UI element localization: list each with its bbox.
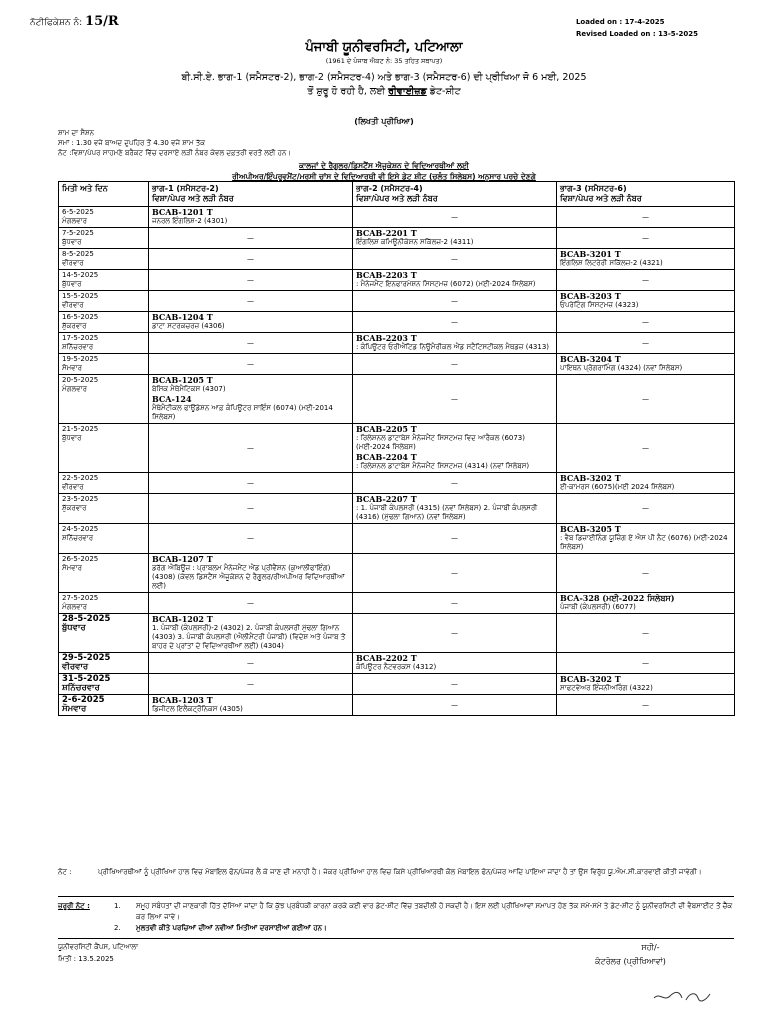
- top-note: ਨੋਟ :ਵਿਸ਼ਾ/ਪੇਪਰ ਸਾਹਮਣੇ ਬਰੈਕਟ ਵਿੱਚ ਦਰਸਾਏ ਲੜੀ ਨੰਬਰ ਕੇਵਲ ਦਫ਼ਤਰੀ ਵਰਤੋਂ ਲਈ ਹਨ।: [58, 149, 292, 157]
- part-1-cell: —: [149, 291, 353, 312]
- paper-entry: [356, 495, 553, 522]
- exam-day: ਸ਼ੁੱਕਰਵਾਰ: [62, 322, 87, 330]
- part-1-cell: [149, 375, 353, 424]
- paper-code: BCA-328 (ਮਈ-2022 ਸਿਲੇਬਸ): [560, 593, 675, 603]
- paper-title: : ਰਿਲੇਸ਼ਨਲ ਡਾਟਾਬੇਸ ਮੈਨੇਜਮੈਂਟ ਸਿਸਟਮਜ਼ ਵਿਦ ਆਰੈਕਲ (6073) (ਮਈ-2024 ਸਿਲੇਬਸ): [356, 434, 525, 451]
- exam-day: ਵੀਰਵਾਰ: [62, 259, 84, 267]
- part-3-cell: —: [557, 375, 735, 424]
- date-day-cell: [59, 473, 149, 494]
- paper-title: ਓਪਰੇਟਿੰਗ ਸਿਸਟਮਜ਼ (4323): [560, 301, 639, 309]
- paper-code: BCA-124: [152, 394, 192, 404]
- university-title: ਪੰਜਾਬੀ ਯੂਨੀਵਰਸਿਟੀ, ਪਟਿਆਲਾ: [305, 40, 463, 55]
- paper-code: BCAB-3202 T: [560, 674, 621, 684]
- paper-title: ਈ-ਕਾਮਰਸ (6075)(ਮਈ 2024 ਸਿਲੇਬਸ): [560, 483, 675, 491]
- paper-code: BCAB-3203 T: [560, 291, 621, 301]
- part-1-cell: —: [149, 249, 353, 270]
- table-row: [59, 228, 735, 249]
- part-3-cell: —: [557, 695, 735, 716]
- loaded-on: Loaded on : 17-4-2025: [575, 18, 665, 26]
- paper-entry: [560, 250, 731, 268]
- paper-title: ਕੰਪਿਊਟਰ ਨੈਟਵਰਕਸ (4312): [356, 663, 437, 671]
- exam-day: ਮੰਗਲਵਾਰ: [62, 217, 87, 225]
- part-2-cell: —: [353, 291, 557, 312]
- part-1-cell: —: [149, 333, 353, 354]
- paper-title: ਡਿਜੀਟਲ ਇਲੈਕਟ੍ਰੌਨਿਕਸ (4305): [152, 705, 243, 713]
- important-note: [58, 896, 734, 939]
- paper-title: ਇੰਗਲਿਸ਼ ਲਿਟਰੇਰੀ ਸਕਿੱਲਜ਼-2 (4321): [560, 259, 663, 267]
- part-1-cell: —: [149, 424, 353, 473]
- date-day-cell: [59, 333, 149, 354]
- table-row: [59, 312, 735, 333]
- header-part-1: ਭਾਗ-1 (ਸਮੈਸਟਰ-2) ਵਿਸ਼ਾ/ਪੇਪਰ ਅਤੇ ਲੜੀ ਨੰਬਰ: [149, 182, 353, 207]
- part-2-cell: —: [353, 554, 557, 593]
- date-day-cell: [59, 524, 149, 554]
- date-day-cell: [59, 312, 149, 333]
- controller-title: ਕੰਟਰੋਲਰ (ਪ੍ਰੀਖਿਆਵਾਂ): [595, 957, 666, 966]
- exam-date: 28-5-2025: [62, 614, 111, 624]
- part-1-cell: —: [149, 228, 353, 249]
- exam-date: 17-5-2025: [62, 334, 99, 342]
- date-day-cell: [59, 354, 149, 375]
- date-day-cell: [59, 375, 149, 424]
- paper-entry: [356, 271, 553, 289]
- header-date-day: ਮਿਤੀ ਅਤੇ ਦਿਨ: [59, 182, 149, 207]
- part-1-cell: —: [149, 653, 353, 674]
- paper-entry: [152, 376, 349, 394]
- part-2-cell: [353, 333, 557, 354]
- part-1-cell: [149, 207, 353, 228]
- exam-date: 27-5-2025: [62, 594, 99, 602]
- part-3-cell: —: [557, 312, 735, 333]
- important-1-number: 1.: [114, 902, 121, 910]
- paper-title: : ਮੈਨੇਜਮੈਂਟ ਇਨਫਾਰਮੇਸ਼ਨ ਸਿਸਟਮਜ਼ (6072) (ਮਈ-2024 ਸਿਲੇਬਸ): [356, 280, 536, 288]
- datesheet-title: [0, 86, 768, 97]
- exam-date: 7-5-2025: [62, 229, 94, 237]
- part-1-cell: [149, 312, 353, 333]
- date-day-cell: [59, 695, 149, 716]
- paper-code: BCAB-2207 T: [356, 494, 417, 504]
- paper-code: BCAB-3201 T: [560, 249, 621, 259]
- revised-loaded-on: Revised Loaded on : 13-5-2025: [575, 30, 698, 38]
- revised-word: ਰੀਵਾਈਜ਼ਡ: [388, 86, 427, 97]
- part-2-cell: —: [353, 695, 557, 716]
- mobile-note: [58, 867, 734, 878]
- date-day-cell: [59, 207, 149, 228]
- part-2-cell: —: [353, 249, 557, 270]
- table-header-row: [59, 182, 735, 207]
- part-3-cell: [557, 473, 735, 494]
- paper-entry: [560, 675, 731, 693]
- exam-day: ਸੋਮਵਾਰ: [62, 364, 82, 372]
- paper-entry: [560, 292, 731, 310]
- part-1-cell: —: [149, 593, 353, 614]
- paper-entry: [356, 654, 553, 672]
- notification-value: 15/R: [85, 14, 119, 29]
- paper-code: BCAB-1201 T: [152, 207, 213, 217]
- paper-code: BCAB-3202 T: [560, 473, 621, 483]
- exam-date: 24-5-2025: [62, 525, 99, 533]
- exam-date: 29-5-2025: [62, 653, 111, 663]
- paper-title: : ਰਿਲੇਸ਼ਨਲ ਡਾਟਾਬੇਸ ਮੈਨੇਜਮੈਂਟ ਸਿਸਟਮਜ਼ (4314) (ਨਵਾਂ ਸਿਲੇਬਸ): [356, 462, 530, 470]
- part-1-cell: —: [149, 354, 353, 375]
- table-row: [59, 375, 735, 424]
- paper-code: BCAB-1207 T: [152, 554, 213, 564]
- exam-date: 16-5-2025: [62, 313, 99, 321]
- table-row: [59, 291, 735, 312]
- part-1-cell: —: [149, 524, 353, 554]
- exam-day: ਸ਼ਨਿੱਚਰਵਾਰ: [62, 683, 100, 693]
- date-day-cell: [59, 674, 149, 695]
- regular-students-note: [0, 160, 768, 182]
- paper-code: BCAB-1205 T: [152, 375, 213, 385]
- handwritten-signature: [652, 988, 712, 1004]
- paper-title: ਪਾਇਥਨ ਪ੍ਰੋਗਰਾਮਿੰਗ (4324) (ਨਵਾਂ ਸਿਲੇਬਸ): [560, 364, 683, 372]
- part-2-cell: [353, 270, 557, 291]
- part-1-cell: —: [149, 473, 353, 494]
- header-part-3: ਭਾਗ-3 (ਸਮੈਸਟਰ-6) ਵਿਸ਼ਾ/ਪੇਪਰ ਅਤੇ ਲੜੀ ਨੰਬਰ: [557, 182, 735, 207]
- paper-code: BCAB-2202 T: [356, 653, 417, 663]
- part-3-cell: —: [557, 270, 735, 291]
- paper-entry: [152, 696, 349, 714]
- part-2-cell: —: [353, 593, 557, 614]
- part-1-cell: [149, 614, 353, 653]
- part-3-cell: —: [557, 228, 735, 249]
- paper-entry: [152, 313, 349, 331]
- table-row: [59, 494, 735, 524]
- exam-day: ਸ਼ਨਿੱਚਰਵਾਰ: [62, 534, 94, 542]
- part-2-cell: [353, 494, 557, 524]
- exam-date: 2-6-2025: [62, 695, 105, 705]
- date-day-cell: [59, 653, 149, 674]
- exam-date: 15-5-2025: [62, 292, 99, 300]
- exam-day: ਸ਼ਨਿੱਚਰਵਾਰ: [62, 343, 94, 351]
- notification-number: [30, 14, 119, 29]
- part-3-cell: [557, 674, 735, 695]
- part-1-cell: —: [149, 494, 353, 524]
- paper-title: 1. ਪੰਜਾਬੀ (ਕੰਪਲਸਰੀ)-2 (4302) 2. ਪੰਜਾਬੀ ਕੰਪਲਸਰੀ ਮੁੱਢਲਾ ਗਿਆਨ (4303) 3. ਪੰਜਾਬੀ ਕੰਪਲਸਰੀ (ਐਲੀਮੈਂਟਰੀ ਪੰਜਾਬੀ) (ਵਿਦੇਸ਼ ਅਤੇ ਪੰਜਾਬ ਤੋਂ ਬਾਹਰ ਦੇ ਪ੍ਰਾਂਤਾਂ ਦੇ ਵਿਦਿਆਰਥੀਆਂ ਲਈ) (4304): [152, 624, 346, 650]
- date-day-cell: [59, 494, 149, 524]
- written-exam-label: (ਲਿਖਤੀ ਪ੍ਰੀਖਿਆ): [354, 117, 414, 126]
- part-3-cell: [557, 354, 735, 375]
- part-1-cell: [149, 695, 353, 716]
- part-1-cell: —: [149, 270, 353, 291]
- paper-title: ਡਰੱਗ ਐਬਿਊਜ਼ : ਪ੍ਰਾਬਲਮ ਮੈਨੇਜਮੈਂਟ ਐਂਡ ਪ੍ਰੀਵੈਂਸ਼ਨ (ਕੁਆਲੀਫਾਇੰਗ) (4308) (ਕੇਵਲ ਡਿਸਟੈਂਸ ਐਜੂਕੇਸ਼ਨ ਦੇ ਰੈਗੂਲਰ/ਰੀਅਪੀਅਰ ਵਿਦਿਆਰਥੀਆਂ ਲਈ): [152, 564, 345, 590]
- establishment-note: (1961 ਦੇ ਪੰਜਾਬ ਐਕਟ ਨੰ: 35 ਤਹਿਤ ਸਥਾਪਤ): [325, 57, 443, 65]
- exam-date: 6-5-2025: [62, 208, 94, 216]
- important-1-text: ਸਮੂਹ ਸਬੰਧਤਾਂ ਦੀ ਜਾਣਕਾਰੀ ਹਿੱਤ ਦੱਸਿਆ ਜਾਂਦਾ ਹੈ ਕਿ ਕੁੱਝ ਪ੍ਰਬੰਧਕੀ ਕਾਰਨਾਂ ਕਰਕੇ ਕਈ ਵਾਰ ਡੇਟ-ਸ਼ੀਟ ਵਿੱਚ ਤਬਦੀਲੀ ਹੋ ਸਕਦੀ ਹੈ। ਇਸ ਲਈ ਪ੍ਰੀਖਿਆਵਾਂ ਸਮਾਪਤ ਹੋਣ ਤੱਕ ਸਮੇਂ-ਸਮੇਂ ਤੇ ਡੇਟ-ਸ਼ੀਟ ਨੂੰ ਯੂਨੀਵਰਸਿਟੀ ਦੀ ਵੈਬਸਾਈਟ ਤੋਂ ਚੈੱਕ ਕਰ ਲਿਆ ਜਾਵੇ।: [136, 902, 733, 921]
- exam-day: ਬੁੱਧਵਾਰ: [62, 623, 86, 633]
- paper-title: ਬੇਸਿਕ ਮੈਥੇਮੈਟਿਕਸ (4307): [152, 385, 226, 393]
- date-day-cell: [59, 228, 149, 249]
- session-time: ਸਮਾਂ : 1.30 ਵਜੇ ਬਾਅਦ ਦੁਪਹਿਰ ਤੋਂ 4.30 ਵਜੇ ਸ਼ਾਮ ਤੱਕ: [58, 139, 206, 147]
- part-2-cell: —: [353, 674, 557, 695]
- paper-code: BCAB-2203 T: [356, 333, 417, 343]
- important-2-number: 2.: [114, 924, 121, 932]
- paper-entry: [560, 474, 731, 492]
- table-row: [59, 695, 735, 716]
- paper-code: BCAB-1204 T: [152, 312, 213, 322]
- regular-line-2: ਰੀਅਪੀਅਰ/ਇੰਪਰੂਵਮੈਂਟ/ਮਰਸੀ ਚਾਂਸ ਦੇ ਵਿਦਿਆਰਥੀ ਵੀ ਇਸੇ ਡੇਟ ਸ਼ੀਟ (ਚਲੰਤ ਸਿਲੇਬਸ) ਅਨੁਸਾਰ ਪਰਚੇ ਦੇਣਗੇ: [232, 172, 536, 181]
- paper-entry: [152, 395, 349, 422]
- part-3-cell: [557, 524, 735, 554]
- session-info: [58, 128, 291, 158]
- important-spacer: [58, 923, 114, 934]
- paper-entry: [560, 525, 731, 552]
- exam-day: ਬੁੱਧਵਾਰ: [62, 238, 82, 246]
- table-row: [59, 270, 735, 291]
- table-row: [59, 614, 735, 653]
- date-day-cell: [59, 593, 149, 614]
- datesheet-title-c: ਡੇਟ-ਸ਼ੀਟ: [426, 86, 461, 97]
- signed-label: ਸਹੀ/-: [641, 943, 660, 952]
- paper-code: BCAB-3205 T: [560, 524, 621, 534]
- part-2-cell: —: [353, 354, 557, 375]
- exam-date: 21-5-2025: [62, 425, 99, 433]
- part-1-cell: —: [149, 674, 353, 695]
- table-row: [59, 424, 735, 473]
- issue-date: ਮਿਤੀ : 13.5.2025: [58, 955, 114, 963]
- paper-code: BCAB-2201 T: [356, 228, 417, 238]
- paper-code: BCAB-3204 T: [560, 354, 621, 364]
- exam-date: 23-5-2025: [62, 495, 99, 503]
- note-label: ਨੋਟ :: [58, 868, 72, 876]
- exam-date: 26-5-2025: [62, 555, 99, 563]
- part-2-cell: —: [353, 524, 557, 554]
- important-2-text: ਮੁਲਤਵੀ ਕੀਤੇ ਪਰਚਿਆਂ ਦੀਆਂ ਨਵੀਆਂ ਮਿਤੀਆਂ ਦਰਸਾਈਆਂ ਗਈਆਂ ਹਨ।: [136, 924, 327, 932]
- exam-date: 22-5-2025: [62, 474, 99, 482]
- paper-title: ਇੰਗਲਿਸ਼ ਕਮਿਊਨੀਕੇਸ਼ਨ ਸਕਿੱਲਜ਼-2 (4311): [356, 238, 474, 246]
- date-day-cell: [59, 270, 149, 291]
- header-part-2: ਭਾਗ-2 (ਸਮੈਸਟਰ-4) ਵਿਸ਼ਾ/ਪੇਪਰ ਅਤੇ ਲੜੀ ਨੰਬਰ: [353, 182, 557, 207]
- datesheet-title-a: ਤੋਂ ਸ਼ੁਰੂ ਹੋ ਰਹੀ ਹੈ, ਲਈ: [307, 86, 389, 97]
- exam-description: ਬੀ.ਸੀ.ਏ. ਭਾਗ-1 (ਸਮੈਸਟਰ-2), ਭਾਗ-2 (ਸਮੈਸਟਰ-4) ਅਤੇ ਭਾਗ-3 (ਸਮੈਸਟਰ-6) ਦੀ ਪ੍ਰੀਖਿਆ ਜੋ 6 ਮਈ, 2025: [181, 72, 587, 83]
- part-2-cell: [353, 424, 557, 473]
- part-1-cell: [149, 554, 353, 593]
- paper-code: BCAB-1203 T: [152, 695, 213, 705]
- load-info: [576, 16, 698, 40]
- paper-entry: [560, 355, 731, 373]
- paper-title: ਜਨਰਲ ਇੰਗਲਿਸ਼-2 (4301): [152, 217, 228, 225]
- office-info: [58, 941, 138, 965]
- datesheet-table: [58, 181, 735, 716]
- important-note-2: [58, 923, 734, 934]
- exam-day: ਮੰਗਲਵਾਰ: [62, 603, 87, 611]
- paper-entry: [356, 425, 553, 452]
- table-row: [59, 554, 735, 593]
- part-3-cell: [557, 593, 735, 614]
- part-2-cell: —: [353, 375, 557, 424]
- paper-code: BCAB-2205 T: [356, 424, 417, 434]
- exam-day: ਵੀਰਵਾਰ: [62, 662, 89, 672]
- part-2-cell: [353, 228, 557, 249]
- paper-code: BCAB-2204 T: [356, 452, 417, 462]
- date-day-cell: [59, 249, 149, 270]
- important-note-1: [58, 901, 734, 923]
- paper-entry: [152, 555, 349, 591]
- table-row: [59, 333, 735, 354]
- part-3-cell: —: [557, 653, 735, 674]
- part-2-cell: —: [353, 207, 557, 228]
- part-2-cell: —: [353, 473, 557, 494]
- paper-title: ਡਾਟਾ ਸਟਰਕਚਰਜ਼ (4306): [152, 322, 225, 330]
- paper-code: BCAB-2203 T: [356, 270, 417, 280]
- table-row: [59, 593, 735, 614]
- session-label: ਸ਼ਾਮ ਦਾ ਸੈਸ਼ਨ: [58, 129, 95, 137]
- date-day-cell: [59, 424, 149, 473]
- exam-date: 14-5-2025: [62, 271, 99, 279]
- signature-block: [595, 941, 666, 969]
- exam-day: ਵੀਰਵਾਰ: [62, 301, 84, 309]
- paper-title: ਪੰਜਾਬੀ (ਕੰਪਲਸਰੀ) (6077): [560, 603, 636, 611]
- exam-day: ਮੰਗਲਵਾਰ: [62, 385, 87, 393]
- note-text: ਪ੍ਰੀਖਿਆਰਥੀਆਂ ਨੂੰ ਪ੍ਰੀਖਿਆ ਹਾਲ ਵਿਚ ਮੋਬਾਇਲ ਫੋਨ/ਪੇਜਰ ਲੈ ਕੇ ਜਾਣ ਦੀ ਮਨਾਹੀ ਹੈ। ਜੇਕਰ ਪ੍ਰੀਖਿਆ ਹਾਲ ਵਿਚ ਕਿਸੇ ਪ੍ਰੀਖਿਆਰਥੀ ਕੋਲ ਮੋਬਾਇਲ ਫੋਨ/ਪੇਜਰ ਆਦਿ ਪਾਇਆ ਜਾਂਦਾ ਹੈ ਤਾਂ ਉਸ ਵਿਰੁੱਧ ਯੂ.ਐਮ.ਸੀ.ਕਾਰਵਾਈ ਕੀਤੀ ਜਾਵੇਗੀ।: [98, 868, 702, 876]
- table-row: [59, 674, 735, 695]
- exam-date: 8-5-2025: [62, 250, 94, 258]
- date-day-cell: [59, 291, 149, 312]
- part-2-cell: —: [353, 614, 557, 653]
- exam-day: ਸ਼ੁੱਕਰਵਾਰ: [62, 504, 87, 512]
- table-row: [59, 473, 735, 494]
- table-row: [59, 207, 735, 228]
- table-row: [59, 354, 735, 375]
- date-day-cell: [59, 554, 149, 593]
- part-3-cell: —: [557, 424, 735, 473]
- exam-day: ਸੋਮਵਾਰ: [62, 704, 87, 714]
- table-row: [59, 653, 735, 674]
- paper-title: : 1. ਪੰਜਾਬੀ ਕੰਪਲਸਰੀ (4315) (ਨਵਾਂ ਸਿਲੇਬਸ) 2. ਪੰਜਾਬੀ ਕੰਪਲਸਰੀ (4316) (ਮੁੱਢਲਾ ਗਿਆਨ) (ਨਵਾਂ ਸਿਲੇਬਸ): [356, 504, 538, 521]
- exam-day: ਵੀਰਵਾਰ: [62, 483, 84, 491]
- paper-entry: [356, 334, 553, 352]
- part-3-cell: —: [557, 554, 735, 593]
- exam-date: 31-5-2025: [62, 674, 111, 684]
- part-3-cell: —: [557, 614, 735, 653]
- paper-entry: [356, 229, 553, 247]
- paper-title: : ਵੈਬ ਡਿਜ਼ਾਈਨਿੰਗ ਯੂਜ਼ਿੰਗ ਏ ਐਸ ਪੀ ਨੈਟ (6076) (ਮਈ-2024 ਸਿਲੇਬਸ): [560, 534, 728, 551]
- part-3-cell: —: [557, 333, 735, 354]
- important-label: ਜ਼ਰੂਰੀ ਨੋਟ :: [58, 902, 90, 910]
- paper-entry: [560, 594, 731, 612]
- date-day-cell: [59, 614, 149, 653]
- paper-title: ਸਾਫਟਵੇਅਰ ਇੰਜਨੀਅਰਿੰਗ (4322): [560, 684, 653, 692]
- exam-day: ਬੁੱਧਵਾਰ: [62, 280, 82, 288]
- paper-title: ਮੈਥੇਮੈਟੀਕਲ ਫਾਊਂਡੇਸ਼ਨ ਆਫ਼ ਕੰਪਿਊਟਰ ਸਾਇੰਸ (6074) (ਮਈ-2014 ਸਿਲੇਬਸ): [152, 404, 333, 421]
- paper-entry: [356, 453, 553, 471]
- part-2-cell: —: [353, 312, 557, 333]
- part-3-cell: [557, 249, 735, 270]
- part-3-cell: [557, 291, 735, 312]
- paper-entry: [152, 208, 349, 226]
- part-2-cell: [353, 653, 557, 674]
- paper-code: BCAB-1202 T: [152, 614, 213, 624]
- exam-day: ਬੁੱਧਵਾਰ: [62, 434, 82, 442]
- table-row: [59, 524, 735, 554]
- regular-line-1: ਕਾਲਜਾਂ ਦੇ ਰੈਗੂਲਰ/ਡਿਸਟੈਂਸ ਐਜੂਕੇਸ਼ਨ ਦੇ ਵਿਦਿਆਰਥੀਆਂ ਲਈ: [298, 161, 469, 170]
- exam-day: ਸੋਮਵਾਰ: [62, 564, 82, 572]
- notification-label: ਨੋਟੀਫਿਕੇਸ਼ਨ ਨੰ:: [30, 18, 83, 28]
- part-3-cell: —: [557, 207, 735, 228]
- part-3-cell: —: [557, 494, 735, 524]
- exam-date: 19-5-2025: [62, 355, 99, 363]
- table-row: [59, 249, 735, 270]
- exam-date: 20-5-2025: [62, 376, 99, 384]
- paper-title: : ਕੰਪਿਊਟਰ ਓਰੀਐਂਟਿਡ ਨਿਊਮੈਰੀਕਲ ਐਂਡ ਸਟੈਟਿਸਟੀਕਲ ਮੈਥਡਜ਼ (4313): [356, 343, 549, 351]
- office-location: ਯੂਨੀਵਰਸਿਟੀ ਕੈਂਪਸ, ਪਟਿਆਲਾ: [58, 943, 139, 951]
- paper-entry: [152, 615, 349, 651]
